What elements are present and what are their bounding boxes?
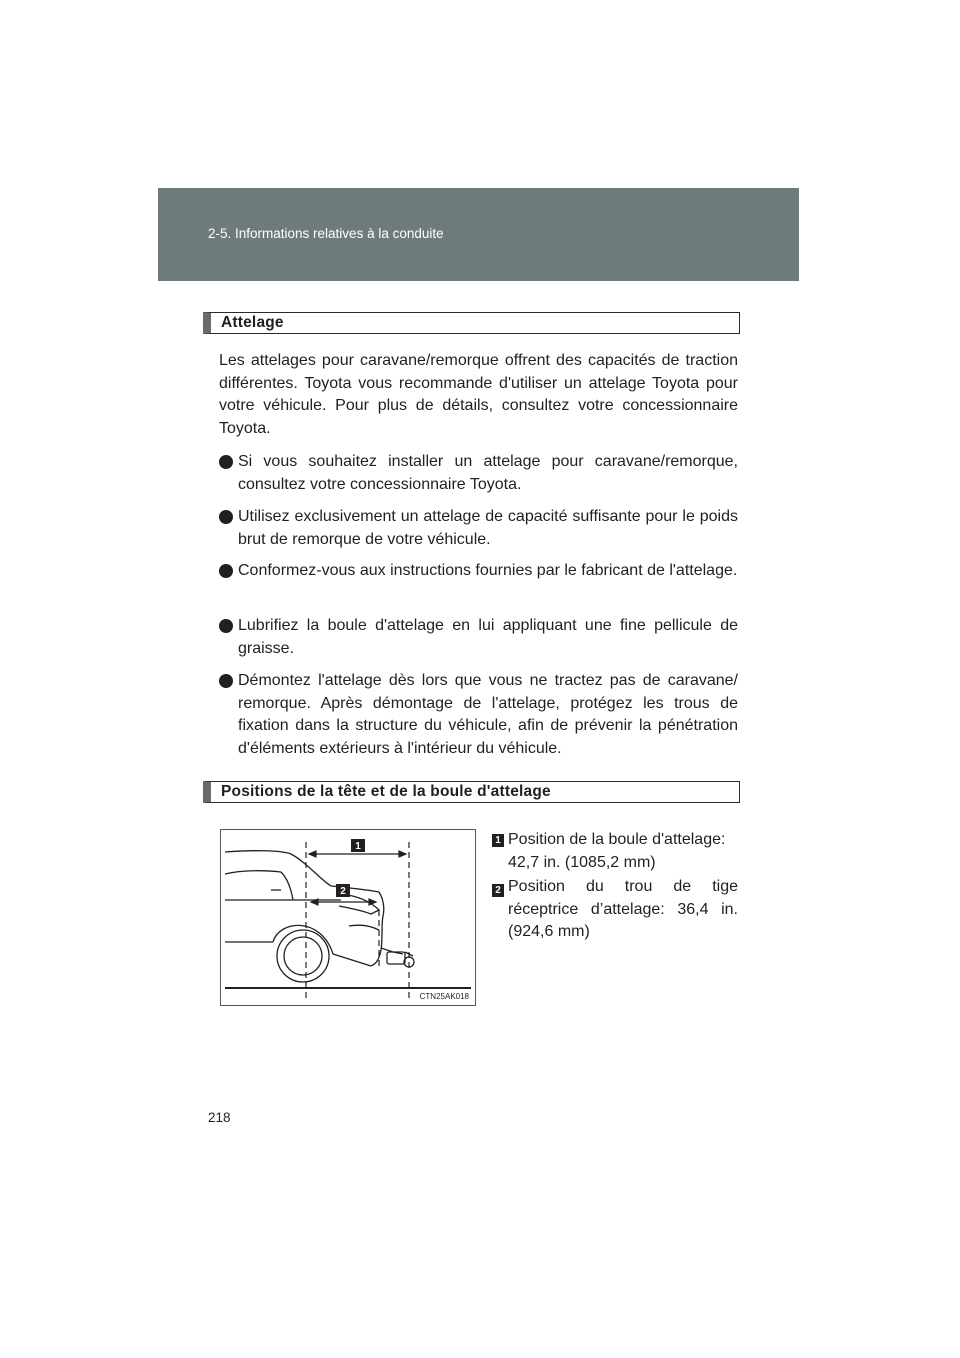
callout-number-badge: 1 [492,834,504,847]
section-title: Positions de la tête et de la boule d'attelage [221,783,551,800]
car-rear-hitch-diagram [220,829,476,1006]
bullet-item [219,506,738,551]
bullet-dot-icon [219,510,233,524]
bullet-item [219,670,738,760]
bullet-text: Utilisez exclusivement un attelage de capacité suffisante pour le poids brut de remorque de votre véhicule. [238,508,738,548]
intro-paragraph: Les attelages pour caravane/remorque offrent des capacités de traction différentes. Toyota vous recommande d'utiliser un attelage Toyota pour votre véhicule. Pour plus de détails, consultez votre concessionnaire Toyota. [219,352,738,437]
callout-text: Position de la boule d'attelage: 42,7 in. (1085,2 mm) [508,831,726,871]
svg-text:1: 1 [355,841,361,852]
bullet-item [219,560,738,583]
page-number: 218 [208,1110,231,1125]
bullet-text: Si vous souhaitez installer un attelage pour caravane/remorque, consultez votre concessionnaire Toyota. [238,453,738,493]
bullet-item [219,451,738,496]
bullet-dot-icon [219,674,233,688]
bullet-text: Lubrifiez la boule d'attelage en lui appliquant une fine pellicule de graisse. [238,617,738,657]
section-title: Attelage [221,314,284,331]
figure-code: CTN25AK018 [419,992,469,1001]
section-heading-positions [203,781,740,803]
bullet-item [219,615,738,660]
bullet-dot-icon [219,619,233,633]
section-header: 2-5. Informations relatives à la conduite [208,226,444,241]
svg-text:2: 2 [340,886,346,897]
section-heading-attelage [203,312,740,334]
bullet-text: Démontez l'attelage dès lors que vous ne tractez pas de caravane/ remorque. Après démontage de l'attelage, protégez les trous de fixation dans la structure du véhicule, afin de prévenir la pénétration d'éléments extérieurs à l'intérieur du véhicule. [238,672,738,757]
bullet-dot-icon [219,564,233,578]
bullet-dot-icon [219,455,233,469]
bullet-text: Conformez-vous aux instructions fournies par le fabricant de l'attelage. [238,562,738,579]
callout-number-badge: 2 [492,884,504,897]
callout-text: Position du trou de tige réceptrice d’attelage: 36,4 in. (924,6 mm) [508,878,738,940]
car-diagram-svg [221,830,475,1005]
